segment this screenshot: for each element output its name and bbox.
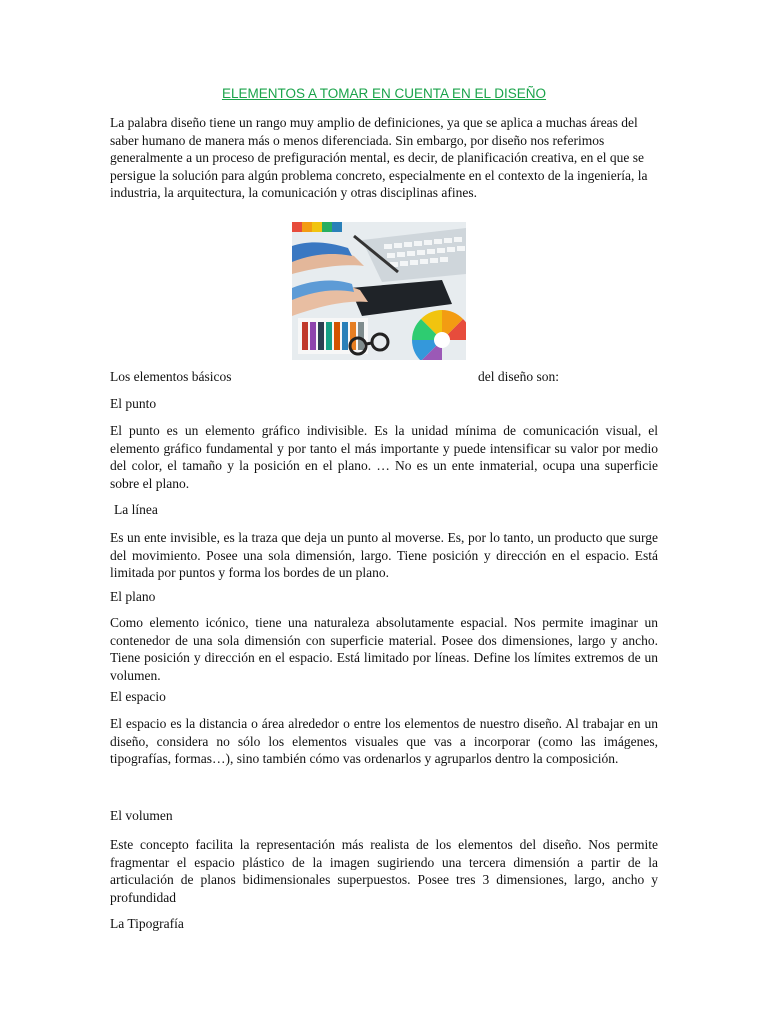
section-heading-plano: El plano bbox=[110, 589, 156, 604]
section-heading-volumen: El volumen bbox=[110, 808, 173, 823]
document-title: ELEMENTOS A TOMAR EN CUENTA EN EL DISEÑO bbox=[221, 86, 547, 101]
section-body-plano: Como elemento icónico, tiene una naturaleza absolutamente espacial. Nos permite imaginar un contenedor de una sola dimensión con superficie material. Posee dos dimensiones, largo y ancho. Tiene posición y dirección en el espacio. Está limitado por líneas. Define los límites extremos de un volumen. bbox=[110, 615, 658, 683]
section-heading-punto: El punto bbox=[110, 396, 157, 411]
section-body-punto: El punto es un elemento gráfico indivisible. Es la unidad mínima de comunicación visual, el elemento gráfico fundamental y por tanto el más importante y puede intensificar su valor por medio del color, el tamaño y la posición en el plano. … No es un ente inmaterial, ocupa una superficie sobre el plano. bbox=[110, 423, 658, 491]
section-heading-espacio: El espacio bbox=[110, 689, 166, 704]
intro-paragraph: La palabra diseño tiene un rango muy amplio de definiciones, ya que se aplica a muchas áreas del saber humano de manera más o menos diferenciada. Sin embargo, por diseño nos referimos generalmente a un proceso de prefiguración mental, es decir, de planificación creativa, en el que se persigue la solución para algún problema concreto, especialmente en el contexto de la ingeniería, la industria, la arquitectura, la comunicación y otras disciplinas afines. bbox=[110, 115, 648, 201]
section-heading-linea: La línea bbox=[114, 502, 158, 517]
basic-elements-line bbox=[110, 369, 658, 385]
design-workspace-illustration bbox=[292, 222, 466, 360]
section-body-linea: Es un ente invisible, es la traza que deja un punto al moverse. Es, por lo tanto, un producto que surge del movimiento. Posee una sola dimensión, largo. Tiene posición y dirección en el espacio. Está limitada por puntos y forma los bordes de un plano. bbox=[110, 530, 658, 581]
design-workspace-image bbox=[292, 222, 466, 360]
basic-elements-right: del diseño son: bbox=[478, 369, 559, 384]
section-heading-tipografia: La Tipografía bbox=[110, 916, 184, 931]
section-body-volumen: Este concepto facilita la representación más realista de los elementos del diseño. Nos permite fragmentar el espacio plástico de la imagen sugiriendo una tercera dimensión a partir de la articulación de planos bidimensionales superpuestos. Posee tres 3 dimensiones, largo, ancho y profundidad bbox=[110, 837, 658, 905]
section-body-espacio: El espacio es la distancia o área alrededor o entre los elementos de nuestro diseño. Al trabajar en un diseño, considera no sólo los elementos visuales que vas a incorporar (como las imágenes, tipografías, formas…), sino también cómo vas ordenarlos y agruparlos dentro la composición. bbox=[110, 716, 658, 767]
basic-elements-left: Los elementos básicos bbox=[110, 369, 232, 384]
